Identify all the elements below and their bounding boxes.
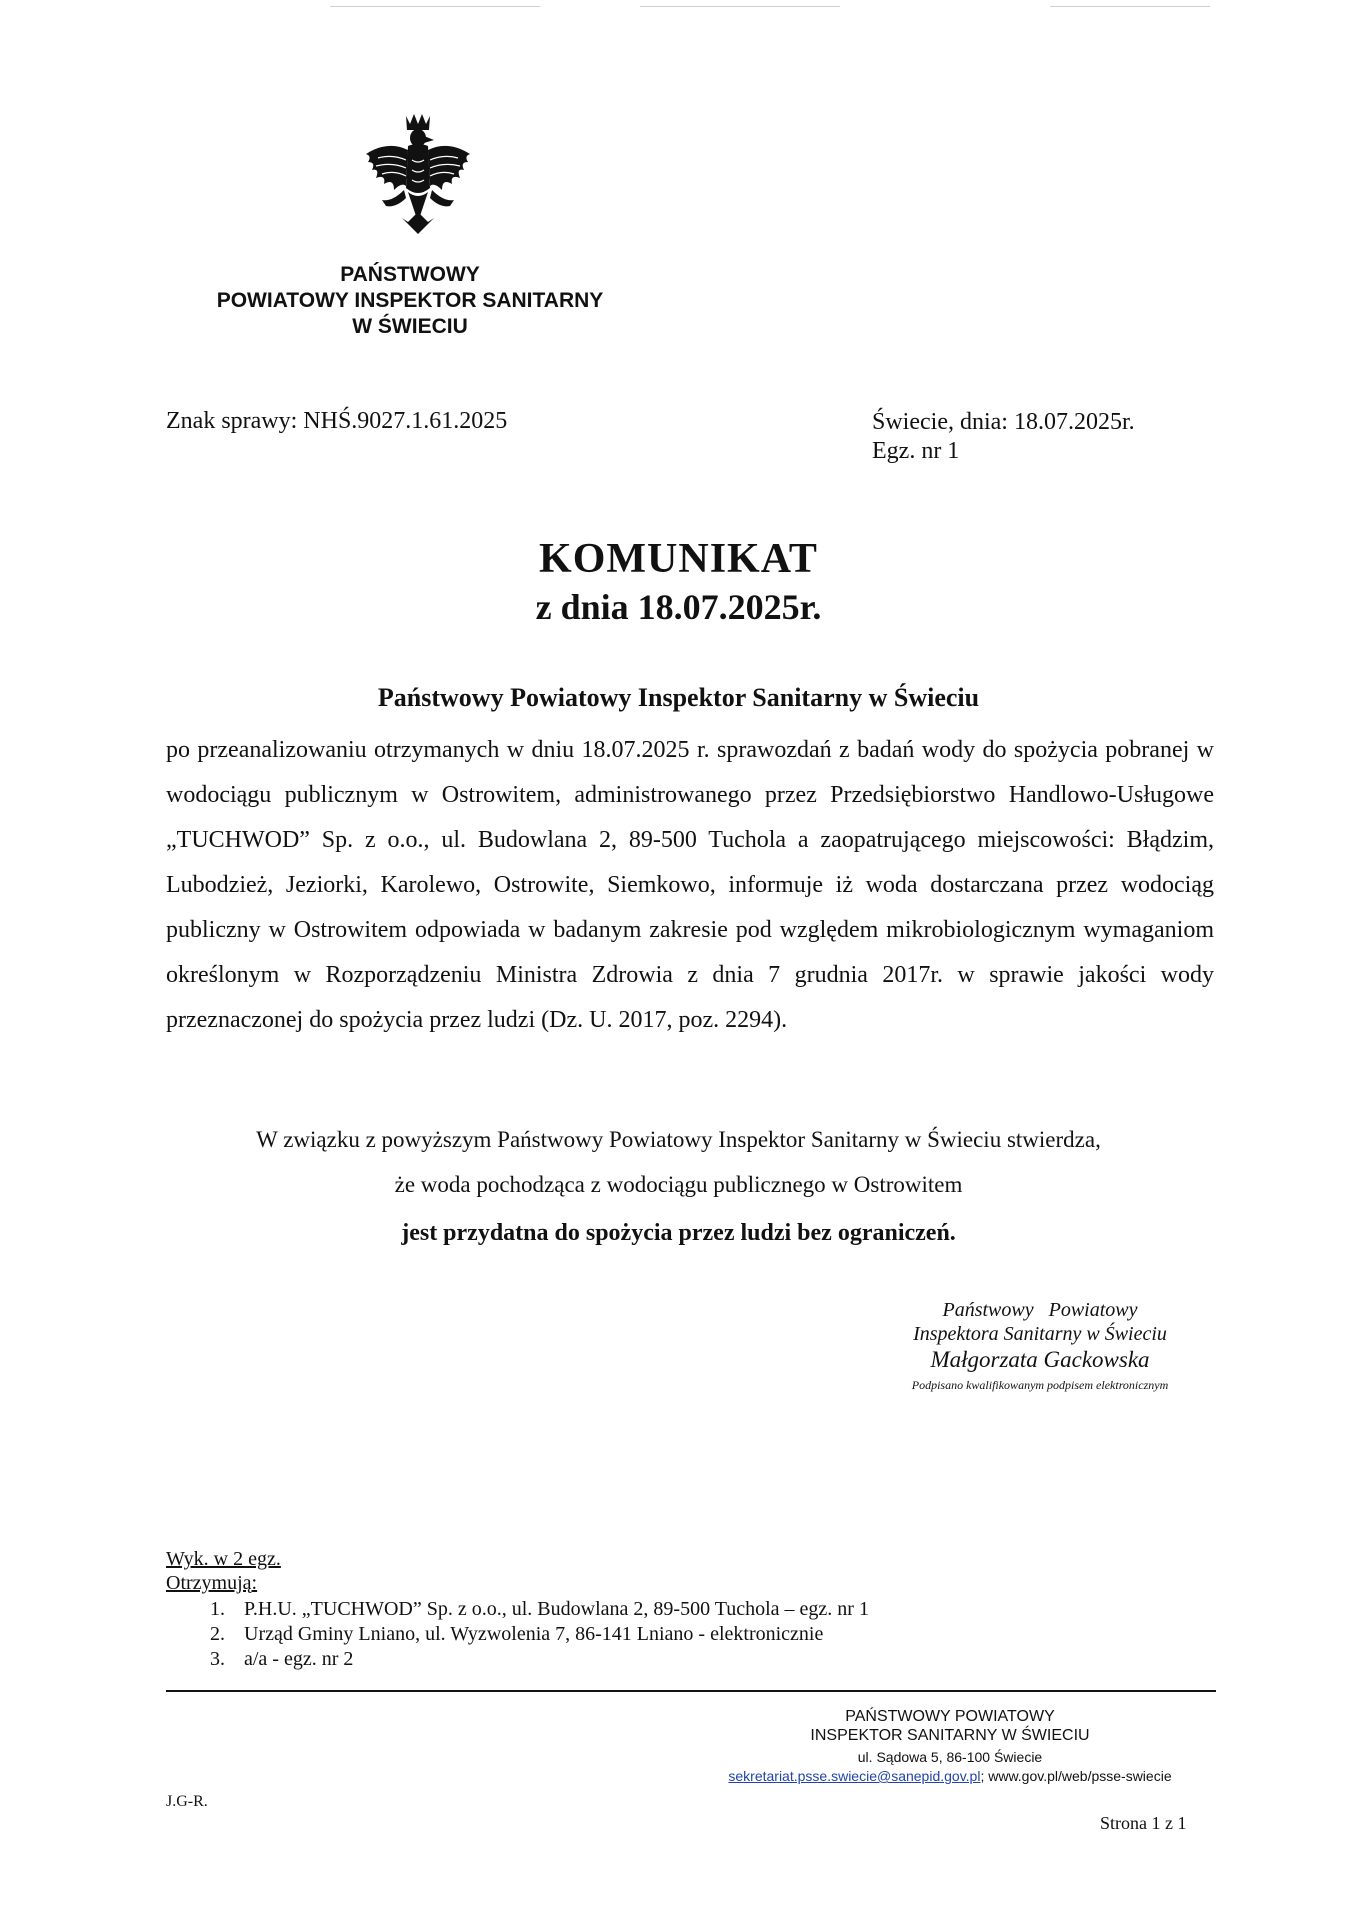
case-number: Znak sprawy: NHŚ.9027.1.61.2025 — [166, 408, 508, 434]
list-item-text: a/a - egz. nr 2 — [244, 1648, 354, 1670]
scan-artifact-line — [640, 6, 840, 7]
conclusion-line-3: jest przydatna do spożycia przez ludzi bez ograniczeń. — [401, 1220, 956, 1246]
signature-title-2: Inspektora Sanitarny w Świeciu — [913, 1323, 1167, 1345]
footer-divider — [166, 1690, 1216, 1692]
recipients-label: Otrzymują: — [166, 1572, 258, 1594]
conclusion-line-1: W związku z powyższym Państwowy Powiatowy Inspektor Sanitarny w Świeciu stwierdza, — [256, 1127, 1101, 1152]
header-line-3: W ŚWIECIU — [352, 315, 468, 338]
list-item — [210, 1597, 869, 1622]
footer-line-1: PAŃSTWOWY POWIATOWY — [845, 1708, 1055, 1725]
footer-contact — [660, 1768, 1240, 1784]
recipients-list — [210, 1597, 869, 1672]
document-title: KOMUNIKAT — [539, 536, 818, 582]
place-date: Świecie, dnia: 18.07.2025r. — [872, 409, 1135, 435]
list-item-number: 2. — [210, 1623, 225, 1645]
header-line-1: PAŃSTWOWY — [340, 263, 480, 286]
page-number: Strona 1 z 1 — [1100, 1813, 1187, 1833]
scan-artifact-line — [330, 6, 540, 7]
signature-note: Podpisano kwalifikowanym podpisem elektronicznym — [911, 1378, 1169, 1392]
institution-header — [160, 262, 660, 340]
polish-eagle-emblem-icon — [358, 110, 478, 242]
author-initials: J.G-R. — [166, 1793, 208, 1810]
list-item-number: 3. — [210, 1648, 225, 1670]
scan-artifact-line — [1050, 6, 1210, 7]
footer-address: ul. Sądowa 5, 86-100 Świecie — [857, 1749, 1043, 1765]
document-date: z dnia 18.07.2025r. — [535, 587, 822, 627]
issuer-heading: Państwowy Powiatowy Inspektor Sanitarny w Świeciu — [377, 683, 980, 712]
body-paragraph: po przeanalizowaniu otrzymanych w dniu 18.07.2025 r. sprawozdań z badań wody do spożycia pobranej w wodociągu publicznym w Ostrowitem, administrowanego przez Przedsiębiorstwo Handlowo-Usługowe „TUCHWOD” Sp. z o.o., ul. Budowlana 2, 89-500 Tuchola a zaopatrującego miejscowości: Błądzim, Lubodzież, Jeziorki, Karolewo, Ostrowite, Siemkowo, informuje iż woda dostarczana przez wodociąg publiczny w Ostrowitem odpowiada w badanym zakresie pod względem mikrobiologicznym wymaganiom określonym w Rozporządzeniu Ministra Zdrowia z dnia 7 grudnia 2017r. w sprawie jakości wody przeznaczonej do spożycia przez ludzi (Dz. U. 2017, poz. 2294). — [166, 737, 1214, 1033]
conclusion-line-2: że woda pochodząca z wodociągu publicznego w Ostrowitem — [394, 1172, 963, 1197]
list-item-text: P.H.U. „TUCHWOD” Sp. z o.o., ul. Budowlana 2, 89-500 Tuchola – egz. nr 1 — [244, 1598, 869, 1620]
header-line-2: POWIATOWY INSPEKTOR SANITARNY — [216, 289, 604, 312]
list-item — [210, 1647, 869, 1672]
signature-title-1: Państwowy Powiatowy — [942, 1299, 1138, 1321]
copies-count: Wyk. w 2 egz. — [166, 1548, 281, 1570]
footer-line-2: INSPEKTOR SANITARNY W ŚWIECIU — [810, 1727, 1090, 1744]
email-link[interactable]: sekretariat.psse.swiecie@sanepid.gov.pl — [728, 1768, 981, 1784]
list-item-number: 1. — [210, 1598, 225, 1620]
list-item — [210, 1622, 869, 1647]
copy-number: Egz. nr 1 — [872, 438, 960, 464]
list-item-text: Urząd Gminy Lniano, ul. Wyzwolenia 7, 86-141 Lniano - elektronicznie — [244, 1623, 824, 1645]
website-text: ; www.gov.pl/web/psse-swiecie — [980, 1768, 1172, 1784]
place-date-block — [872, 408, 1135, 466]
signature-name: Małgorzata Gackowska — [930, 1347, 1150, 1372]
